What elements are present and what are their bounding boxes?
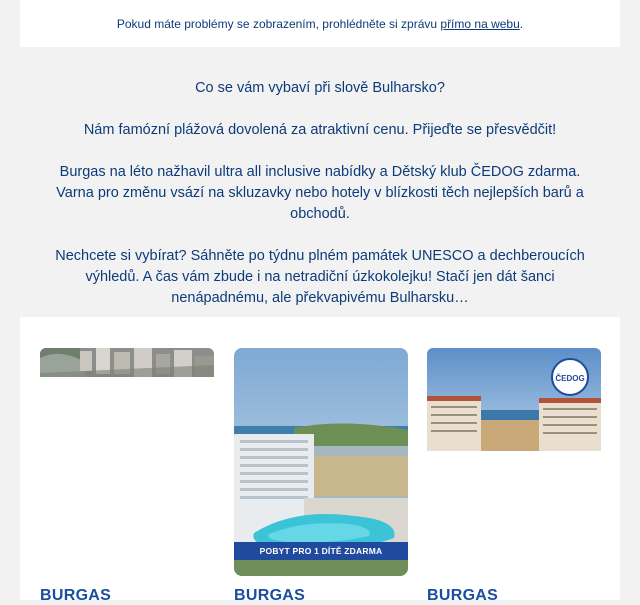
web-view-text: Pokud máte problémy se zobrazením, prohlédněte si zprávu — [116, 17, 438, 31]
offer-card-2[interactable] — [234, 348, 408, 604]
intro-unesco: Nechcete si vybírat? Sáhněte po týdnu plném památek UNESCO a dechberoucích výhledů. A čas vám zbude i na netradiční úzkokolejku! Stačí jen dát šanci nenápadnému, ale překvapivému Bulharsku… — [55, 248, 585, 306]
intro-section — [20, 47, 620, 317]
cedog-logo-text: ČEDOG — [555, 374, 585, 383]
offer-card-3[interactable] — [427, 348, 601, 604]
offer-card-1[interactable] — [40, 348, 214, 604]
intro-burgas-varna: Burgas na léto nažhavil ultra all inclusive nabídky a Dětský klub ČEDOG zdarma. Varna pro změnu vsází na skluzavky nebo hotely v blízkosti těch nejlepších barů a obchodů. — [56, 164, 584, 222]
offers-section — [20, 317, 620, 604]
web-view-link[interactable]: přímo na webu — [440, 17, 520, 31]
offer-title-1[interactable]: BURGAS — [40, 587, 112, 604]
child-free-badge: POBYT PRO 1 DÍTĚ ZDARMA — [234, 542, 408, 560]
offer-image-1[interactable] — [40, 348, 214, 377]
offer-title-3[interactable]: BURGAS — [427, 587, 499, 604]
web-view-suffix: . — [519, 17, 524, 31]
intro-question: Co se vám vybaví při slově Bulharsko? — [195, 80, 445, 96]
web-view-bar — [20, 0, 620, 47]
intro-claim: Nám famózní plážová dovolená za atraktivní cenu. Přijeďte se přesvědčit! — [83, 122, 557, 138]
offer-title-2[interactable]: BURGAS — [234, 587, 306, 604]
cedog-logo — [551, 358, 589, 396]
offer-image-2[interactable] — [234, 348, 408, 576]
offer-image-3[interactable] — [427, 348, 601, 451]
